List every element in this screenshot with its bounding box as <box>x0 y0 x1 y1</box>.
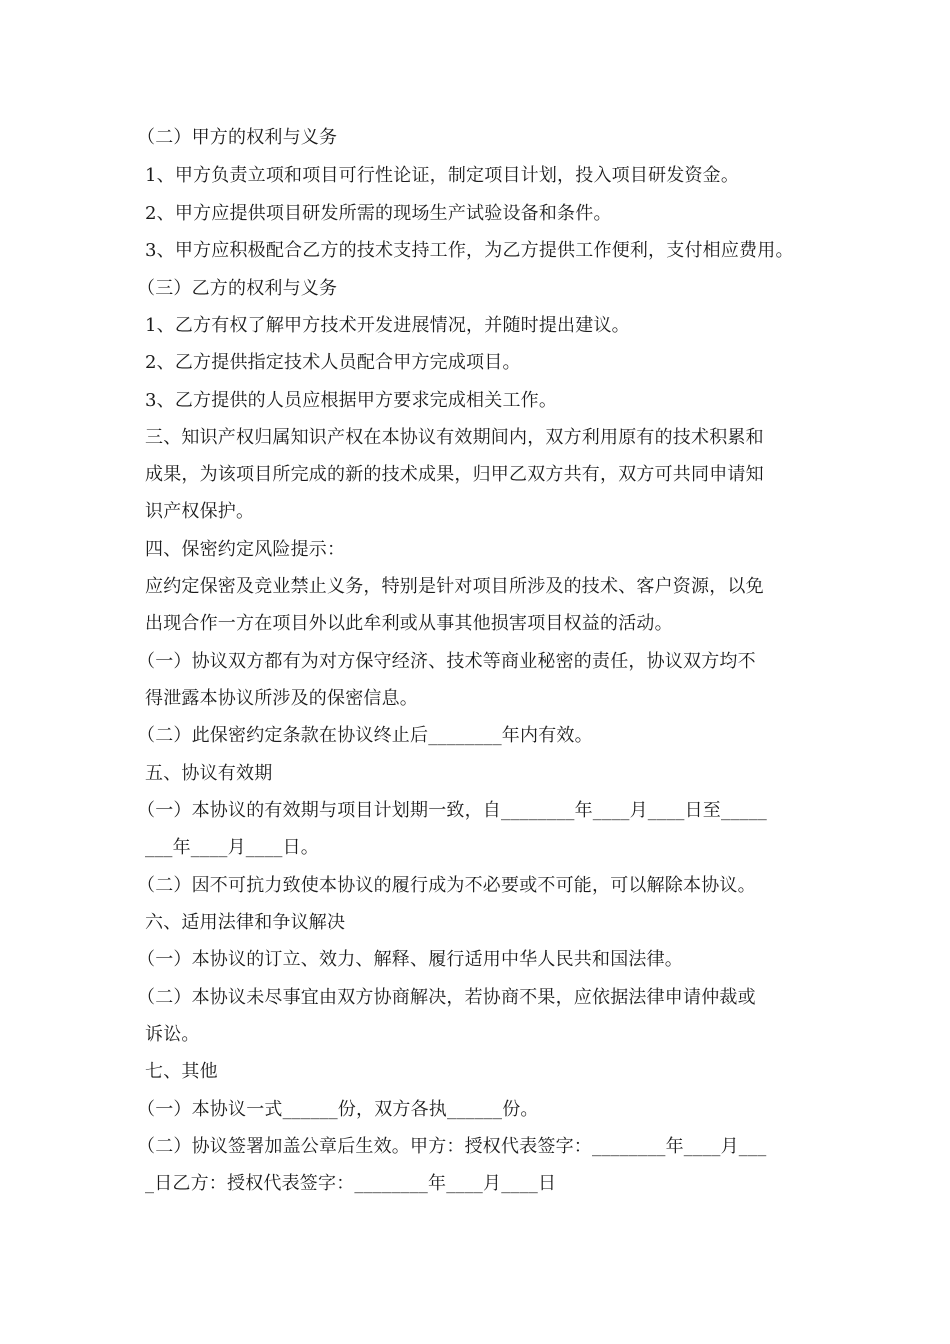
paragraph-line: （一）本协议的订立、效力、解释、履行适用中华人民共和国法律。 <box>137 949 683 970</box>
section-heading-party-b-rights: （三）乙方的权利与义务 <box>137 278 338 299</box>
paragraph-line: 3、乙方提供的人员应根据甲方要求完成相关工作。 <box>145 390 558 411</box>
paragraph-line: 得泄露本协议所涉及的保密信息。 <box>145 688 418 709</box>
paragraph-line: （二）协议签署加盖公章后生效。甲方：授权代表签字：________年____月___ <box>137 1136 767 1157</box>
paragraph-line: 成果，为该项目所完成的新的技术成果，归甲乙双方共有，双方可共同申请知 <box>145 464 764 485</box>
section-heading-ip: 三、知识产权归属知识产权在本协议有效期间内，双方利用原有的技术积累和 <box>145 427 764 448</box>
section-heading-validity: 五、协议有效期 <box>145 763 273 784</box>
paragraph-line: （一）本协议的有效期与项目计划期一致，自________年____月____日至_____ <box>137 800 767 821</box>
paragraph-line: 诉讼。 <box>145 1024 200 1045</box>
paragraph-line: 1、乙方有权了解甲方技术开发进展情况，并随时提出建议。 <box>145 315 630 336</box>
section-heading-law: 六、适用法律和争议解决 <box>145 912 346 933</box>
paragraph-line: （一）协议双方都有为对方保守经济、技术等商业秘密的责任，协议双方均不 <box>137 651 756 672</box>
paragraph-line: 出现合作一方在项目外以此牟利或从事其他损害项目权益的活动。 <box>145 613 673 634</box>
paragraph-line: 2、甲方应提供项目研发所需的现场生产试验设备和条件。 <box>145 203 612 224</box>
paragraph-line: ___年____月____日。 <box>145 837 319 858</box>
section-heading-party-a-rights: （二）甲方的权利与义务 <box>137 127 338 148</box>
signature-line: _日乙方：授权代表签字：________年____月____日 <box>145 1173 557 1194</box>
paragraph-line: （二）因不可抗力致使本协议的履行成为不必要或不可能，可以解除本协议。 <box>137 875 756 896</box>
section-heading-other: 七、其他 <box>145 1061 218 1082</box>
paragraph-line: （一）本协议一式______份，双方各执______份。 <box>137 1099 539 1120</box>
paragraph-line: 识产权保护。 <box>145 501 255 522</box>
paragraph-line: 1、甲方负责立项和项目可行性论证，制定项目计划，投入项目研发资金。 <box>145 165 740 186</box>
paragraph-line: （二）本协议未尽事宜由双方协商解决，若协商不果，应依据法律申请仲裁或 <box>137 987 756 1008</box>
section-heading-confidentiality: 四、保密约定风险提示： <box>145 539 346 560</box>
paragraph-line: 3、甲方应积极配合乙方的技术支持工作，为乙方提供工作便利，支付相应费用。 <box>145 240 794 261</box>
paragraph-line: 2、乙方提供指定技术人员配合甲方完成项目。 <box>145 352 521 373</box>
paragraph-line: 应约定保密及竞业禁止义务，特别是针对项目所涉及的技术、客户资源，以免 <box>145 576 764 597</box>
paragraph-line: （二）此保密约定条款在协议终止后________年内有效。 <box>137 725 593 746</box>
